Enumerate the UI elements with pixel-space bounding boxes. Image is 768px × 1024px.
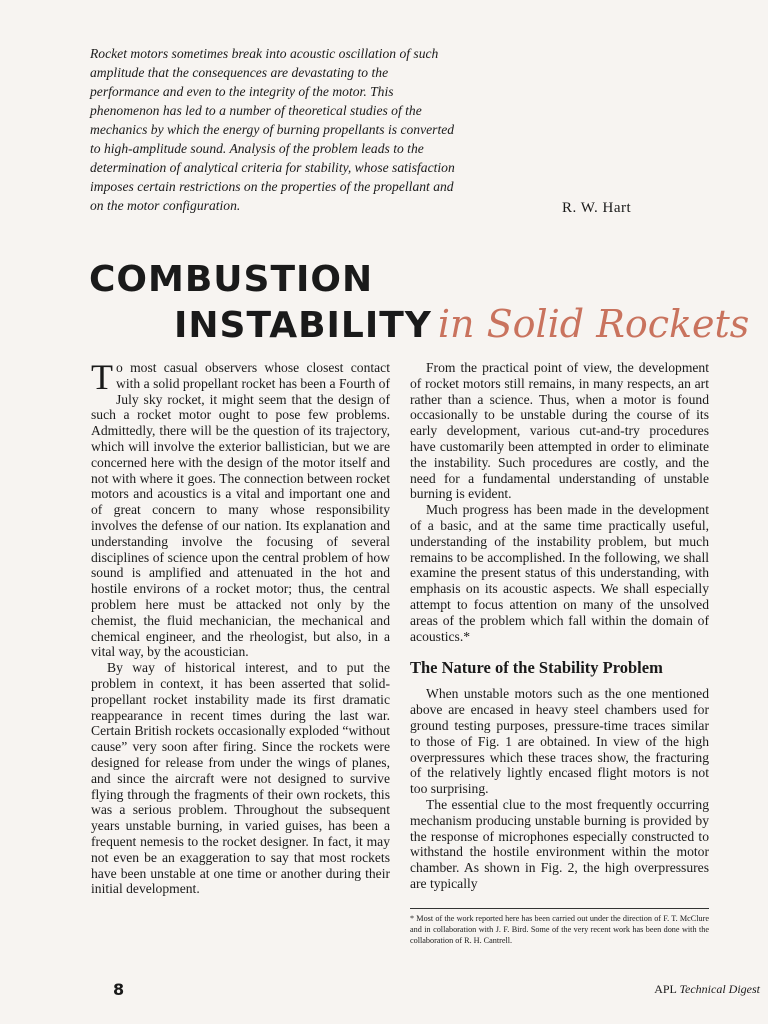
paragraph-text: o most casual observers whose closest contact with a solid propellant rocket has been a Fourth of July sky rocket, it might seem that the design of such a rocket motor ought to pose few problems. Admittedly, there will be the question of its trajectory, which will involve the exterior ballistician, but we are concerned here with the design of the motor itself and not with where it goes. The connection between rocket motors and acoustics is a vital and important one and of great concern to many whose responsibility involves the defense of our nation. Its explanation and understanding involve the focusing of several disciplines of science upon the central problem of how sound is amplified and attenuated in the hot and hostile environs of a rocket motor; thus, the central problem here must be attacked not only by the chemist, the fluid mechanician, the mechanical and chemical engineer, and the rheologist, but also, in a vital way, by the acoustician. [91,360,390,660]
paragraph: From the practical point of view, the development of rocket motors still remains, in many respects, an art rather than a science. Thus, when a motor is found occasionally to be unstable during the course of its early development, various cut-and-try procedures have customarily been attempted in order to eliminate the instability. Such procedures are costly, and the need for a fundamental understanding of unstable burning is evident. [410,360,709,502]
journal-title: Technical Digest [679,982,760,996]
article-title-line1: COMBUSTION [89,259,374,300]
paragraph: When unstable motors such as the one mentioned above are encased in heavy steel chambers used for ground testing purposes, pressure-time traces similar to those of Fig. 1 are obtained. In view of the high overpressures which these traces show, the fracturing of the relatively lightly encased flight motors is not too surprising. [410,686,709,797]
drop-cap: T [91,357,113,397]
section-heading: The Nature of the Stability Problem [410,658,663,678]
paragraph [91,357,390,660]
abstract: Rocket motors sometimes break into acoustic oscillation of such amplitude that the consequences are devastating to the performance and even to the integrity of the motor. This phenomenon has led to a number of theoretical studies of the mechanics by which the energy of burning propellants is converted to high-amplitude sound. Analysis of the problem leads to the determination of analytical criteria for stability, whose satisfaction imposes certain restrictions on the properties of the propellant and on the motor configuration. [90,46,455,213]
article-title-bold: INSTABILITY [174,305,432,346]
running-footer [654,982,760,997]
journal-prefix: APL [654,982,677,996]
right-column [410,360,709,892]
paragraph: The essential clue to the most frequently occurring mechanism producing unstable burning is provided by the response of microphones especially constructed to withstand the hostile environment within the motor chamber. As shown in Fig. 2, the high overpressures are typically [410,796,709,891]
page-number: 8 [113,980,125,999]
author-name: R. W. Hart [562,200,632,216]
article-title-line2 [174,301,749,356]
paragraph: Much progress has been made in the development of a basic, and at the same time practically useful, understanding of the instability problem, but much remains to be accomplished. In the following, we shall examine the present status of this understanding, with emphasis on its acoustic aspects. We shall especially attempt to focus attention on many of the unsolved areas of the problem which fall within the domain of acoustics.* [410,502,709,644]
footnote: * Most of the work reported here has been carried out under the direction of F. T. McClure and in collaboration with J. F. Bird. Some of the very recent work has been done with the collaboration of R. H. Cantrell. [410,908,709,946]
article-title-script: in Solid Rockets [437,302,750,346]
paragraph: By way of historical interest, and to put the problem in context, it has been asserted that solid-propellant rocket instability made its first dramatic reappearance in recent times during the last war. Certain British rockets occasionally exploded “without cause” very soon after firing. Since the rockets were designed for release from under the wings of planes, and since the aircraft were not designed to survive flying through the fragments of their own rockets, this was a serious problem. Throughout the subsequent years unstable burning, in varied guises, has been a frequent nemesis to the rocket designer. In fact, it may not even be an exaggeration to say that most rockets have been unstable at one time or another during their initial development. [91,660,390,897]
left-column [91,357,390,897]
